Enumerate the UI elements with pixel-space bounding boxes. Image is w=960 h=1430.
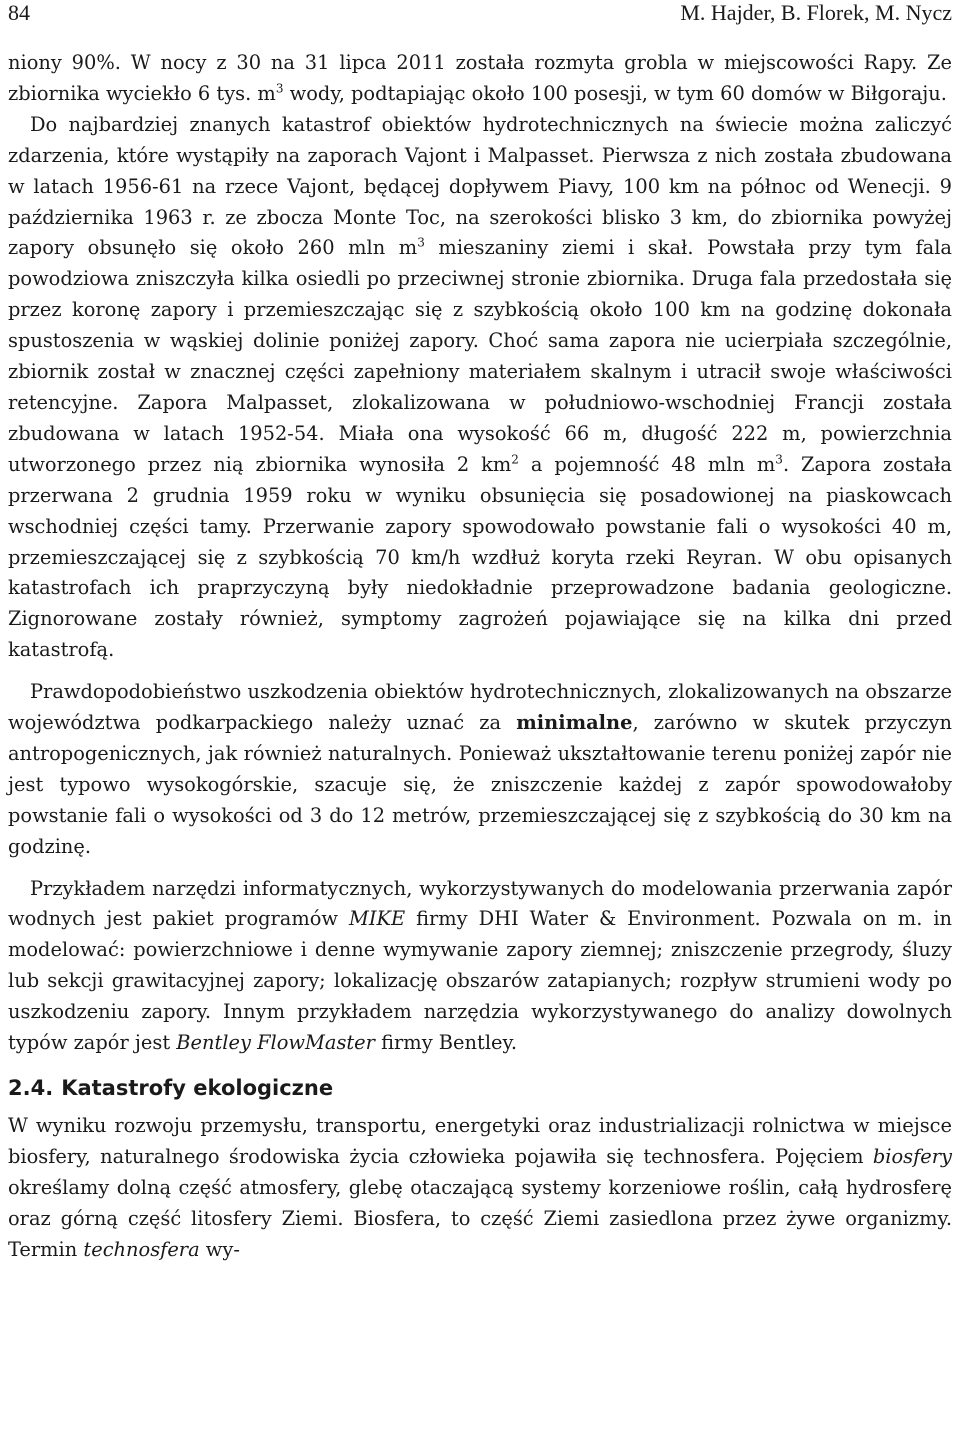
paragraph-vajont-malpasset: Do najbardziej znanych katastrof obiektów hydrotechnicznych na świecie można zaliczyć zdarzenia, które wystąpiły na zaporach Vajont i Malpasset. Pierwsza z nich została zbudowana w latach 1956-61 na rzece Vajont, będącej dopływem Piavy, 100 km na północ od Wenecji. 9 października 1963 r. ze zbocza Monte Toc, na szerokości blisko 3 km, do zbiornika powyżej zapory obsunęło się około 260 mln $m^3$ mieszaniny ziemi i skał. Powstała przy tym fala powodziowa zniszczyła kilka osiedli po przeciwnej stronie zbiornika. Druga fala przedostała się przez koronę zapory i przemieszczając się z szybkością około 100 km na godzinę dokonała spustoszenia w wąskiej dolinie poniżej zapory. Choć sama zapora nie ucierpiała szczególnie, zbiornik został w znacznej części zapełniony materiałem skalnym i utracił swoje właściwości retencyjne. Zapora Malpasset, zlokalizowana w południowo-wschodniej Francji została zbudowana w latach 1952-54. Miała ona wysokość 66 m, długość 222 m, powierzchnia utworzonego przez nią zbiornika wynosiła 2 $km^2$ a pojemność 48 mln $m^3$. Zapora została przerwana 2 grudnia 1959 roku w wyniku obsunięcia się posadowionej na piaskowcach wschodniej części tamy. Przerwanie zapory spowodowało powstanie fali o wysokości 40 m, przemieszczającej się z szybkością 70 km/h wzdłuż koryta rzeki Reyran. W obu opisanych katastrofach ich praprzyczyną były niedokładnie przeprowadzone badania geologiczne. Zignorowane zostały również, symptomy zagrożeń pojawiające się na kilka dni przed katastrofą. — [8, 112, 952, 662]
running-header-authors: M. Hajder, B. Florek, M. Nycz — [680, 0, 952, 25]
running-header — [8, 0, 952, 30]
paragraph-it-tools: Przykładem narzędzi informatycznych, wykorzystywanych do modelowania przerwania zapór wodnych jest pakiet programów MIKE firmy DHI Water & Environment. Pozwala on m. in modelować: powierzchniowe i denne wymywanie zapory ziemnej; zniszczenie przegrody, śluzy lub sekcji grawitacyjnej zapory; lokalizację obszarów zatapianych; rozpływ strumieni wody po uszkodzeniu zapory. Innym przykładem narzędzia wykorzystywanego do analizy dowolnych typów zapór jest Bentley FlowMaster firmy Bentley. — [8, 876, 953, 1055]
page-number: 84 — [8, 0, 30, 25]
paragraph-biosphere: W wyniku rozwoju przemysłu, transportu, energetyki oraz industrializacji rolnictwa w miejsce biosfery, naturalnego środowiska życia człowieka pojawiła się technosfera. Pojęciem biosfery określamy dolną część atmosfery, glebę otaczającą systemy korzeniowe roślin, całą hydrosferę oraz górną część litosfery Ziemi. Biosfera, to część Ziemi zasiedlona przez żywe organizmy. Termin technosfera wy- — [8, 1114, 952, 1261]
section-heading — [8, 1073, 952, 1103]
paragraph-rapy-flood: niony 90%. W nocy z 30 na 31 lipca 2011 została rozmyta grobla w miejscowości Rapy. Ze zbiornika wyciekło 6 tys. $m^3$ wody, podtapiając około 100 posesji, w tym 60 domów w Biłgoraju. — [8, 51, 952, 105]
paragraph-probability: Prawdopodobieństwo uszkodzenia obiektów hydrotechnicznych, zlokalizowanych na obszarze województwa podkarpackiego należy uznać za minimalne, zarówno w skutek przyczyn antropogenicznych, jak również naturalnych. Ponieważ ukształtowanie terenu poniżej zapór nie jest typowo wysokogórskie, szacuje się, że zniszczenie każdej z zapór spowodowałoby powstanie fali o wysokości od 3 do 12 metrów, przemieszczającej się z szybkością do 30 km na godzinę. — [8, 680, 952, 858]
section-number: 2.4. — [8, 1076, 54, 1100]
section-title: Katastrofy ekologiczne — [61, 1076, 334, 1100]
page-body — [8, 48, 952, 1266]
